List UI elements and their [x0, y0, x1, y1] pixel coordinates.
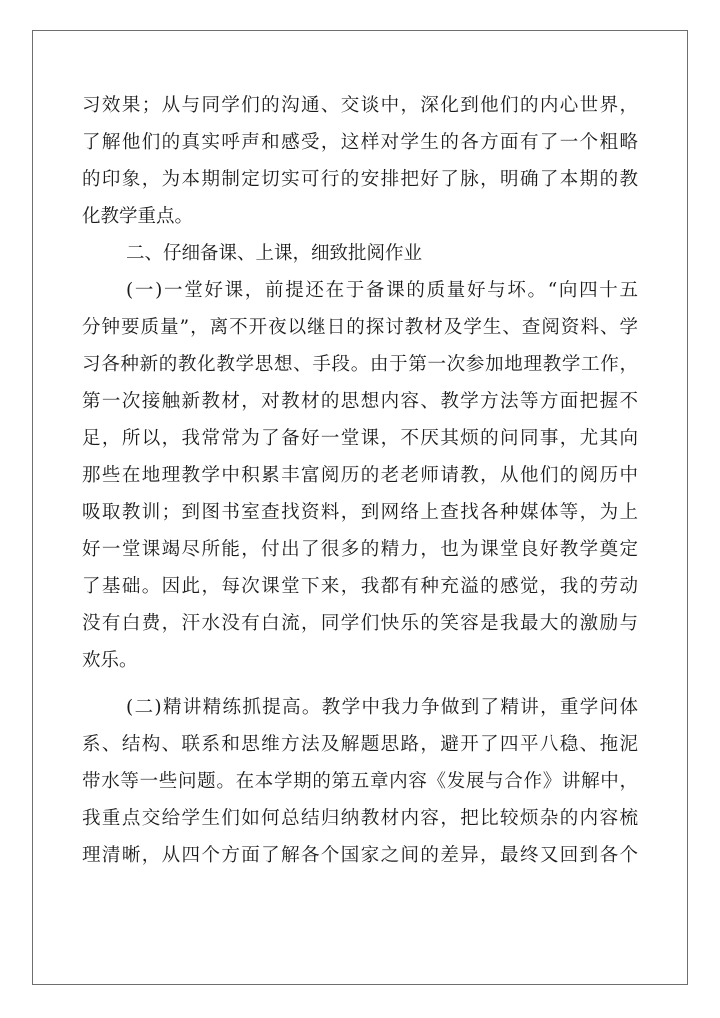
text-line: 没有白费，汗水没有白流，同学们快乐的笑容是我最大的激励与 [82, 613, 638, 634]
text-line: 二、仔细备课、上课，细致批阅作业 [126, 243, 423, 264]
text-line: 习效果；从与同学们的沟通、交谈中，深化到他们的内心世界， [82, 95, 638, 116]
paragraph [82, 272, 638, 679]
text-line: 我重点交给学生们如何总结归纳教材内容，把比较烦杂的内容梳 [82, 808, 638, 829]
text-line: 习各种新的教化教学思想、手段。由于第一次参加地理教学工作， [82, 354, 638, 375]
document-body [82, 87, 638, 874]
text-line: (二)精讲精练抓提高。教学中我力争做到了精讲，重学问体 [126, 697, 638, 718]
text-line: (一)一堂好课，前提还在于备课的质量好与坏。“向四十五 [126, 280, 638, 301]
text-line: 系、结构、联系和思维方法及解题思路，避开了四平八稳、拖泥 [82, 734, 638, 755]
text-line: 第一次接触新教材，对教材的思想内容、教学方法等方面把握不 [82, 391, 638, 412]
text-line: 吸取教训；到图书室查找资料，到网络上查找各种媒体等，为上 [82, 502, 638, 523]
paragraph [82, 689, 638, 874]
text-line: 化教学重点。 [82, 206, 194, 227]
text-line: 了基础。因此，每次课堂下来，我都有种充溢的感觉，我的劳动 [82, 576, 638, 597]
text-line: 欢乐。 [82, 650, 138, 671]
text-line: 带水等一些问题。在本学期的第五章内容《发展与合作》讲解中， [82, 771, 638, 792]
text-line: 足，所以，我常常为了备好一堂课，不厌其烦的问同事，尤其向 [82, 428, 638, 449]
text-line: 好一堂课竭尽所能，付出了很多的精力，也为课堂良好教学奠定 [82, 539, 638, 560]
paragraph [82, 87, 638, 235]
paragraph-gap [82, 679, 638, 689]
text-line: 分钟要质量”，离不开夜以继日的探讨教材及学生、查阅资料、学 [82, 317, 638, 338]
text-line: 的印象，为本期制定切实可行的安排把好了脉，明确了本期的教 [82, 169, 638, 190]
text-line: 了解他们的真实呼声和感受，这样对学生的各方面有了一个粗略 [82, 132, 638, 153]
text-line: 理清晰，从四个方面了解各个国家之间的差异，最终又回到各个 [82, 845, 638, 866]
section-heading [82, 235, 638, 272]
text-line: 那些在地理教学中积累丰富阅历的老老师请教，从他们的阅历中 [82, 465, 638, 486]
